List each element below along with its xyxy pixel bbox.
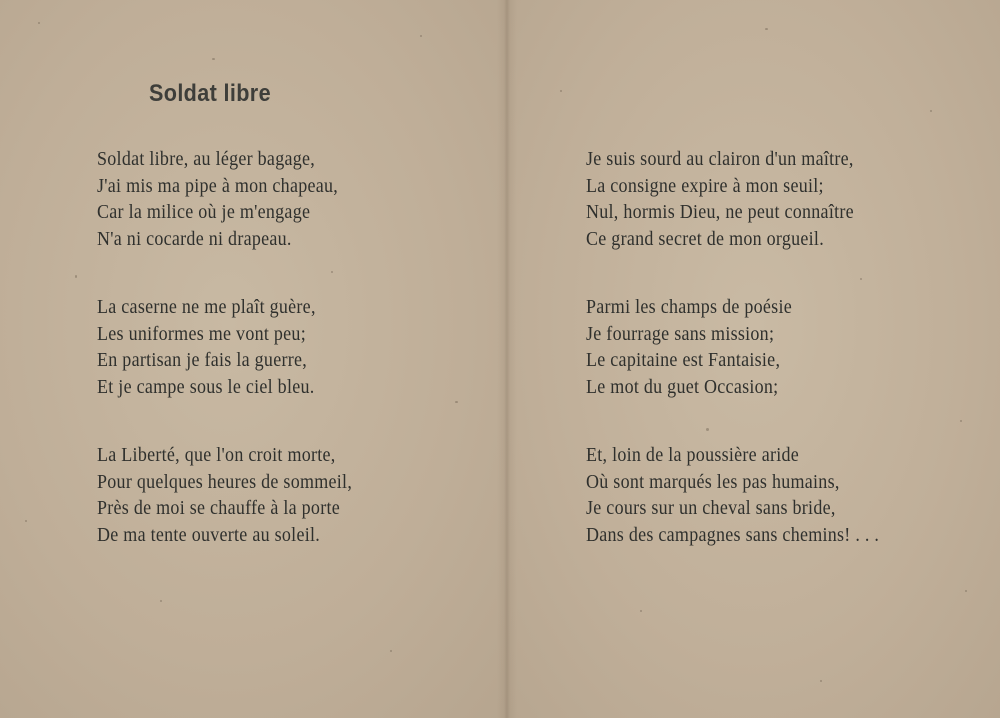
- poem-line: Je suis sourd au clairon d'un maître,: [586, 148, 854, 170]
- poem-line: Pour quelques heures de sommeil,: [97, 470, 353, 493]
- poem-line: Je fourrage sans mission;: [586, 322, 775, 345]
- poem-line: Près de moi se chauffe à la porte: [97, 497, 340, 519]
- paper-speck: [765, 28, 768, 30]
- paper-speck: [160, 600, 162, 602]
- paper-speck: [455, 401, 458, 403]
- paper-speck: [420, 35, 422, 37]
- paper-speck: [860, 278, 862, 280]
- poem-line: Car la milice où je m'engage: [97, 201, 311, 223]
- poem-line: J'ai mis ma pipe à mon chapeau,: [97, 174, 339, 197]
- poem-line: Le mot du guet Occasion;: [586, 375, 779, 398]
- stanza-5: [586, 294, 815, 400]
- paper-speck: [706, 428, 709, 431]
- poem-line: Ce grand secret de mon orgueil.: [586, 227, 824, 250]
- poem-line: Parmi les champs de poésie: [586, 296, 792, 318]
- poem-line: Dans des campagnes sans chemins! . . .: [586, 523, 880, 546]
- stanza-4: [586, 146, 884, 252]
- poem-line: N'a ni cocarde ni drapeau.: [97, 227, 292, 250]
- paper-speck: [25, 520, 27, 522]
- paper-speck: [75, 275, 77, 278]
- poem-title: Soldat libre: [149, 80, 271, 107]
- poem-line: De ma tente ouverte au soleil.: [97, 523, 321, 546]
- poem-line: Où sont marqués les pas humains,: [586, 470, 840, 493]
- stanza-1: [97, 146, 365, 252]
- poem-line: Je cours sur un cheval sans bride,: [586, 497, 836, 519]
- stanza-3: [97, 442, 380, 548]
- poem-line: La caserne ne me plaît guère,: [97, 296, 316, 318]
- poem-line: La consigne expire à mon seuil;: [586, 174, 824, 197]
- poem-line: Les uniformes me vont peu;: [97, 322, 306, 345]
- paper-speck: [390, 650, 392, 652]
- poem-line: Nul, hormis Dieu, ne peut connaître: [586, 201, 854, 223]
- paper-speck: [212, 58, 215, 60]
- paper-speck: [930, 110, 932, 112]
- paper-speck: [331, 271, 333, 273]
- paper-speck: [640, 610, 642, 612]
- poem-line: Et, loin de la poussière aride: [586, 444, 800, 466]
- stanza-6: [586, 442, 912, 548]
- poem-line: En partisan je fais la guerre,: [97, 349, 308, 371]
- poem-line: Et je campe sous le ciel bleu.: [97, 375, 315, 398]
- book-gutter: [497, 0, 517, 718]
- stanza-2: [97, 294, 340, 400]
- poem-line: La Liberté, que l'on croit morte,: [97, 444, 336, 466]
- paper-speck: [965, 590, 967, 592]
- poem-line: Le capitaine est Fantaisie,: [586, 349, 781, 371]
- paper-speck: [38, 22, 40, 24]
- paper-speck: [820, 680, 822, 682]
- paper-speck: [960, 420, 962, 422]
- poem-line: Soldat libre, au léger bagage,: [97, 148, 316, 170]
- paper-speck: [560, 90, 562, 92]
